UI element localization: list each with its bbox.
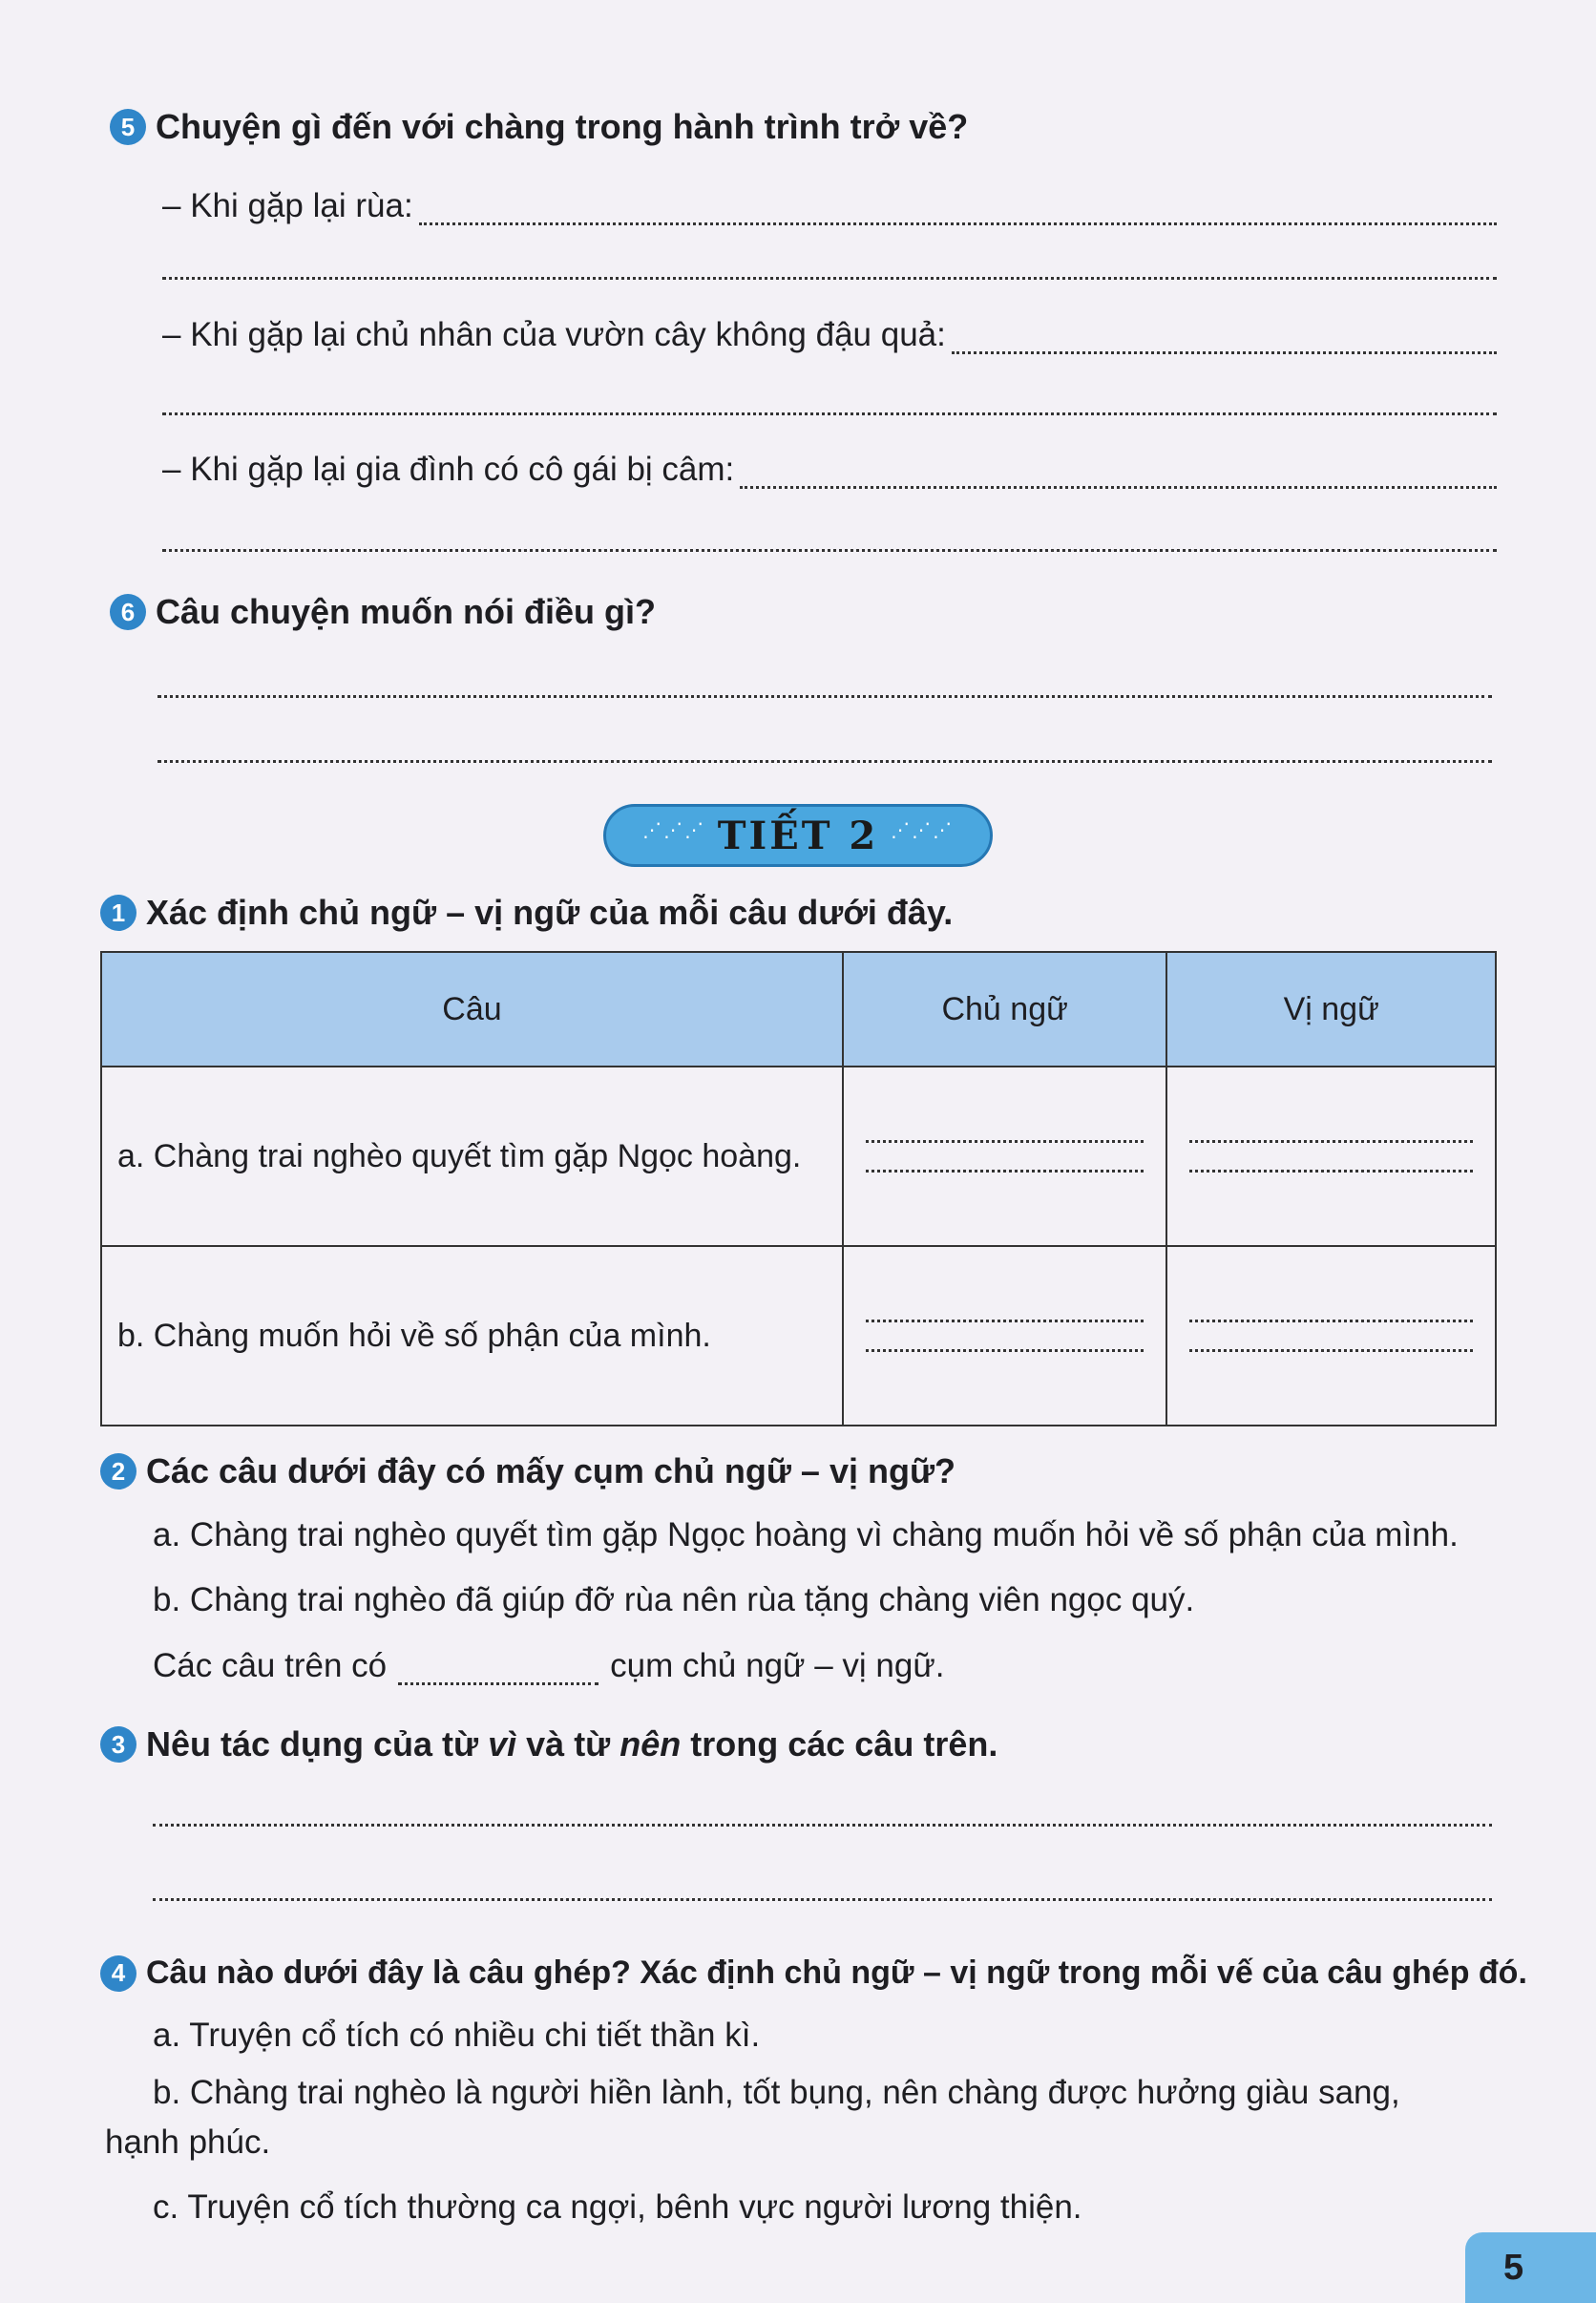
sentence-c: c. Truyện cổ tích thường ca ngợi, bênh vực người lương thiện. (153, 2188, 1082, 2226)
question-number-badge: 2 (100, 1453, 136, 1490)
question-number-badge: 5 (110, 109, 146, 145)
sentence-b-line2: hạnh phúc. (105, 2123, 271, 2161)
fill-line[interactable] (740, 457, 1497, 489)
line-label: – Khi gặp lại rùa: (162, 187, 413, 224)
task-2 (100, 1451, 956, 1491)
answer-cell-subject[interactable] (843, 1246, 1167, 1426)
decorative-dots-icon: ⋰⋰⋰ (642, 820, 705, 841)
subject-predicate-table (100, 951, 1497, 1426)
fill-blank[interactable] (398, 1656, 598, 1685)
question-number-badge: 1 (100, 895, 136, 931)
fill-line[interactable] (153, 1824, 1492, 1827)
question-number-badge: 4 (100, 1955, 136, 1992)
question-text: Câu chuyện muốn nói điều gì? (156, 592, 657, 631)
fill-line[interactable] (158, 760, 1492, 763)
sentence-cell: a. Chàng trai nghèo quyết tìm gặp Ngọc hoàng. (101, 1067, 843, 1246)
line-label: cụm chủ ngữ – vị ngữ. (610, 1647, 945, 1684)
table-row (101, 1067, 1496, 1246)
task-1 (100, 893, 953, 933)
table-row (101, 1246, 1496, 1426)
question-number-badge: 6 (110, 594, 146, 630)
column-header: Chủ ngữ (843, 952, 1167, 1067)
fill-line[interactable] (158, 695, 1492, 698)
question-text: Nêu tác dụng của từ (146, 1724, 489, 1764)
emphasis-word: nên (620, 1724, 682, 1764)
answer-line-turtle (162, 187, 1497, 225)
line-label: Các câu trên có (153, 1647, 388, 1684)
task-3 (100, 1724, 998, 1764)
question-number-badge: 3 (100, 1726, 136, 1763)
answer-line-garden-owner (162, 316, 1497, 354)
task-4 (100, 1954, 1527, 1992)
banner-title: TIẾT 2 (717, 813, 879, 858)
question-6 (110, 592, 656, 632)
fill-line[interactable] (162, 277, 1497, 280)
sentence-a: a. Chàng trai nghèo quyết tìm gặp Ngọc hoàng vì chàng muốn hỏi về số phận của mình. (153, 1516, 1459, 1553)
column-header: Vị ngữ (1166, 952, 1496, 1067)
answer-line-mute-girl (162, 451, 1497, 489)
line-label: – Khi gặp lại gia đình có cô gái bị câm: (162, 451, 735, 488)
decorative-dots-icon: ⋰⋰⋰ (891, 820, 954, 841)
question-text: và từ (516, 1724, 620, 1764)
fill-line[interactable] (952, 323, 1497, 354)
fill-line[interactable] (162, 549, 1497, 552)
answer-cell-predicate[interactable] (1166, 1246, 1496, 1426)
count-fill-line (153, 1647, 944, 1685)
question-text: Chuyện gì đến với chàng trong hành trình trở về? (156, 107, 969, 146)
question-text: trong các câu trên. (681, 1724, 998, 1764)
page-number: 5 (1465, 2232, 1596, 2303)
emphasis-word: vì (488, 1724, 517, 1764)
fill-line[interactable] (162, 412, 1497, 415)
question-text: Xác định chủ ngữ – vị ngữ của mỗi câu dưới đây. (146, 893, 954, 932)
question-text: Các câu dưới đây có mấy cụm chủ ngữ – vị ngữ? (146, 1451, 956, 1490)
column-header: Câu (101, 952, 843, 1067)
line-label: – Khi gặp lại chủ nhân của vườn cây không đậu quả: (162, 316, 946, 353)
answer-cell-predicate[interactable] (1166, 1067, 1496, 1246)
fill-line[interactable] (419, 194, 1497, 225)
lesson-banner (603, 804, 993, 867)
question-5 (110, 107, 968, 147)
answer-cell-subject[interactable] (843, 1067, 1167, 1246)
sentence-b-line1: b. Chàng trai nghèo là người hiền lành, tốt bụng, nên chàng được hưởng giàu sang, (153, 2074, 1400, 2111)
table-header-row (101, 952, 1496, 1067)
question-text: Câu nào dưới đây là câu ghép? Xác định chủ ngữ – vị ngữ trong mỗi vế của câu ghép đó. (146, 1954, 1527, 1991)
sentence-a: a. Truyện cổ tích có nhiều chi tiết thần kì. (153, 2017, 761, 2054)
fill-line[interactable] (153, 1898, 1492, 1901)
sentence-cell: b. Chàng muốn hỏi về số phận của mình. (101, 1246, 843, 1426)
sentence-b: b. Chàng trai nghèo đã giúp đỡ rùa nên rùa tặng chàng viên ngọc quý. (153, 1581, 1195, 1618)
